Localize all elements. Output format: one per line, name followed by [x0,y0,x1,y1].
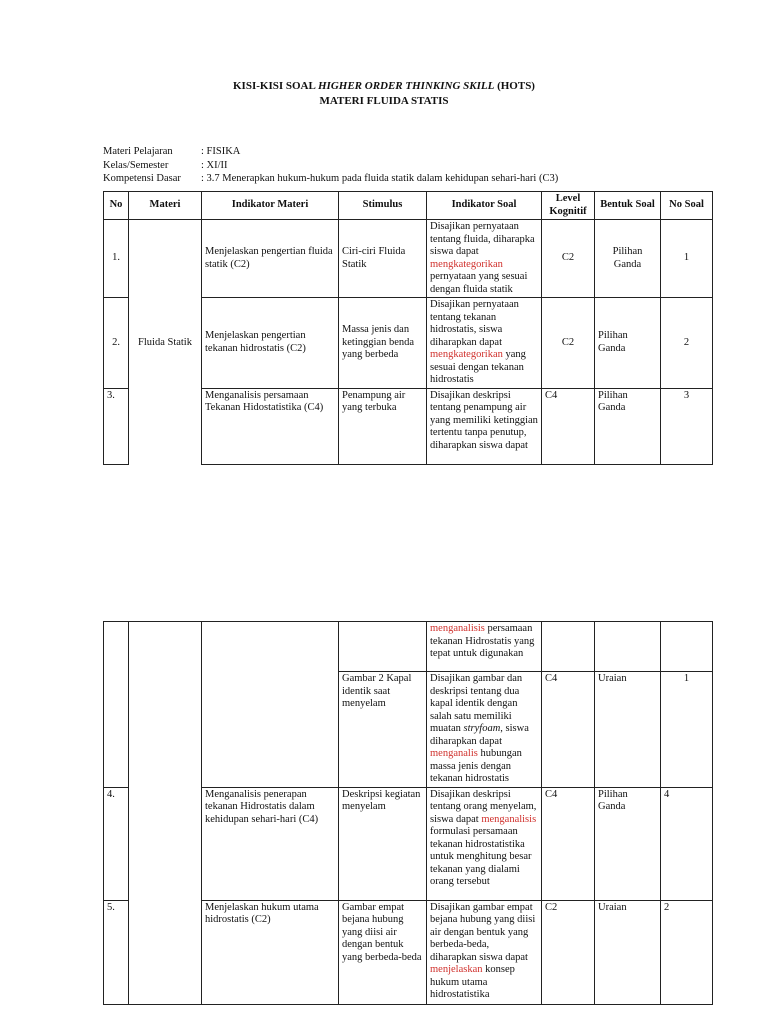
soal-text: Disajikan gambar dan deskripsi tentang dua kapal identik dengan salah satu memiliki muatan [430,673,523,734]
row-no: 1. [104,220,129,298]
header-level: Level Kognitif [542,192,595,220]
indikator-materi-empty [202,622,339,788]
materi-cell: Fluida Statik [129,220,202,465]
soal-text: konsep hukum utama hidrostatistika [430,964,515,1000]
bentuk-cell: Uraian [595,672,661,788]
indikator-soal-cell: Disajikan deskripsi tentang penampung air yang memiliki ketinggian tertentu tanpa penutup, diharapkan siswa dapat [427,388,542,464]
level-cell: C4 [542,388,595,464]
stimulus-cell: Massa jenis dan ketinggian benda yang berbeda [339,298,427,389]
indikator-materi-cell: Menjelaskan pengertian fluida statik (C2) [202,220,339,298]
indikator-soal-cell [427,220,542,298]
table-row [104,622,713,672]
meta-key: Materi Pelajaran [103,146,173,157]
meta-key: Kelas/Semester [103,159,169,171]
grid-table-page2 [103,621,713,1005]
stimulus-empty [339,622,427,672]
materi-cell-empty [129,622,202,1005]
no-soal-empty [661,622,713,672]
bentuk-cell: Uraian [595,900,661,1004]
header-materi: Materi [129,192,202,220]
no-soal-cell: 3 [661,388,713,464]
meta-info [103,146,558,187]
header-bentuk: Bentuk Soal [595,192,661,220]
meta-row-subject [103,146,558,160]
bentuk-cell: Pilihan Ganda [595,388,661,464]
meta-row-competency [103,173,558,187]
no-soal-cell: 1 [661,220,713,298]
level-cell: C2 [542,900,595,1004]
row-no: 2. [104,298,129,389]
meta-value: : FISIKA [201,146,241,157]
title-prefix: KISI-KISI SOAL [233,80,318,92]
soal-keyword: mengkategorikan [430,349,503,360]
stimulus-cell: Deskripsi kegiatan menyelam [339,787,427,900]
document-title [0,80,768,93]
level-empty [542,622,595,672]
level-cell: C4 [542,672,595,788]
row-no: 4. [104,787,129,900]
soal-text: Disajikan pernyataan tentang tekanan hidrostatis, siswa diharapkan dapat [430,299,519,348]
stimulus-cell: Gambar 2 Kapal identik saat menyelam [339,672,427,788]
indikator-materi-cell: Menganalisis persamaan Tekanan Hidostatistika (C4) [202,388,339,464]
title-italic: HIGHER ORDER THINKING SKILL [317,80,495,92]
row-no: 5. [104,900,129,1004]
indikator-soal-cell [427,672,542,788]
indikator-materi-cell: Menganalisis penerapan tekanan Hidrostatis dalam kehidupan sehari-hari (C4) [202,787,339,900]
indikator-soal-cell [427,622,542,672]
soal-text: , siswa diharapkan dapat [430,723,529,747]
indikator-materi-cell: Menjelaskan hukum utama hidrostatis (C2) [202,900,339,1004]
table-row [104,220,713,298]
indikator-soal-cell [427,900,542,1004]
soal-keyword: menganalisis [430,623,485,634]
header-indikator-soal: Indikator Soal [427,192,542,220]
no-soal-cell: 4 [661,787,713,900]
soal-text: hubungan massa jenis dengan tekanan hidrostatis [430,748,522,784]
row-no: 3. [104,388,129,464]
no-soal-cell: 1 [661,672,713,788]
soal-text: Disajikan pernyataan tentang fluida, diharapka siswa dapat [430,221,535,257]
indikator-materi-cell: Menjelaskan pengertian tekanan hidrostatis (C2) [202,298,339,389]
indikator-soal-cell [427,298,542,389]
stimulus-cell: Penampung air yang terbuka [339,388,427,464]
no-soal-cell: 2 [661,298,713,389]
soal-text: persamaan tekanan Hidrostatis yang tepat untuk digunakan [430,623,535,659]
title-suffix: (HOTS) [494,80,535,92]
soal-keyword: mengkategorikan [430,258,503,270]
bentuk-empty [595,622,661,672]
bentuk-cell: Pilihan Ganda [595,787,661,900]
soal-text: Disajikan deskripsi tentang orang menyelam, siswa dapat [430,788,537,825]
level-cell: C2 [542,298,595,389]
meta-value: : 3.7 Menerapkan hukum-hukum pada fluida statik dalam kehidupan sehari-hari (C3) [201,173,559,184]
level-cell: C2 [542,220,595,298]
stimulus-cell: Gambar empat bejana hubung yang diisi air dengan bentuk yang berbeda-beda [339,900,427,1004]
no-soal-cell: 2 [661,900,713,1004]
bentuk-cell: Pilihan Ganda [595,298,661,389]
document-subtitle: MATERI FLUIDA STATIS [319,95,449,107]
table-header-row [104,192,713,220]
level-cell: C4 [542,787,595,900]
bentuk-cell: Pilihan Ganda [595,220,661,298]
header-no: No [104,192,129,220]
soal-text: Disajikan gambar empat bejana hubung yang diisi air dengan bentuk yang berbeda-beda, diharapkan siswa dapat [430,901,536,963]
grid-table-page1 [103,191,713,465]
meta-key: Kompetensi Dasar [103,173,181,184]
indikator-soal-cell [427,787,542,900]
soal-keyword: menjelaskan [430,964,483,975]
soal-keyword: menganalis [430,748,478,759]
header-stimulus: Stimulus [339,192,427,220]
soal-text: yang sesuai dengan tekanan hidrostatis [430,349,526,385]
meta-value: : XI/II [201,159,228,171]
soal-text: formulasi persamaan tekanan hidrostatistika untuk menghitung besar tekanan yang dialami orang tersebut [430,826,532,887]
soal-keyword: menganalisis [481,813,537,825]
meta-row-class [103,160,558,174]
header-indikator-materi: Indikator Materi [202,192,339,220]
soal-italic: stryfoam [463,723,501,734]
row-no-empty [104,622,129,788]
header-no-soal: No Soal [661,192,713,220]
soal-text: pernyataan yang sesuai dengan fluida statik [430,271,528,295]
stimulus-cell: Ciri-ciri Fluida Statik [339,220,427,298]
